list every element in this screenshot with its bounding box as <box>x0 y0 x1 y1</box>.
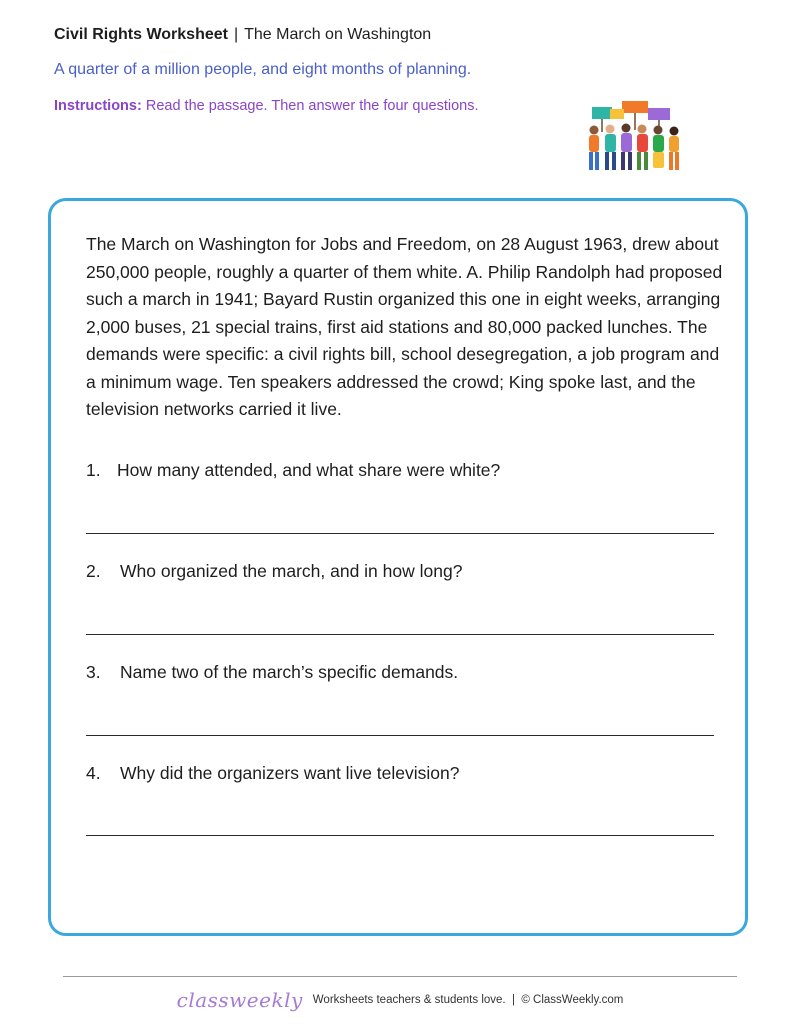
question-text: Why did the organizers want live television? <box>120 763 460 783</box>
answer-line-3[interactable] <box>86 735 714 736</box>
answer-line-1[interactable] <box>86 533 714 534</box>
question-text: Who organized the march, and in how long? <box>120 561 463 581</box>
question-3 <box>86 662 458 683</box>
answer-line-4[interactable] <box>86 835 714 836</box>
marchers-with-signs-icon <box>580 98 690 178</box>
question-number: 3. <box>86 662 101 682</box>
worksheet-topic: The March on Washington <box>244 26 432 43</box>
worksheet-subtitle: A quarter of a million people, and eight months of planning. <box>54 61 472 78</box>
answer-line-2[interactable] <box>86 634 714 635</box>
header-separator: | <box>233 26 239 43</box>
question-2 <box>86 561 462 582</box>
classweekly-logo: classweekly <box>176 988 303 1012</box>
question-number: 2. <box>86 561 101 581</box>
question-number: 1. <box>86 460 101 480</box>
worksheet-title: Civil Rights Worksheet <box>54 26 228 43</box>
instructions <box>54 98 479 114</box>
question-number: 4. <box>86 763 101 783</box>
question-1 <box>86 460 500 481</box>
question-4 <box>86 763 459 784</box>
instructions-label: Instructions: <box>54 98 142 114</box>
instructions-text: Read the passage. Then answer the four questions. <box>145 98 479 114</box>
worksheet-header <box>54 26 431 44</box>
footer-tagline: Worksheets teachers & students love. | © ClassWeekly.com <box>312 994 624 1006</box>
reading-passage: The March on Washington for Jobs and Freedom, on 28 August 1963, drew about 250,000 people, roughly a quarter of them white. A. Philip Randolph had proposed such a march in 1941; Bayard Rustin organized this one in eight weeks, arranging 2,000 buses, 21 special trains, first aid stations and 80,000 packed lunches. The demands were specific: a civil rights bill, school desegregation, a job program and a minimum wage. Ten speakers addressed the crowd; King spoke last, and the television networks carried it live. <box>86 234 723 419</box>
question-text: Name two of the march’s specific demands. <box>120 662 459 682</box>
question-text: How many attended, and what share were white? <box>117 460 501 480</box>
footer <box>0 988 800 1012</box>
footer-divider <box>63 976 737 977</box>
